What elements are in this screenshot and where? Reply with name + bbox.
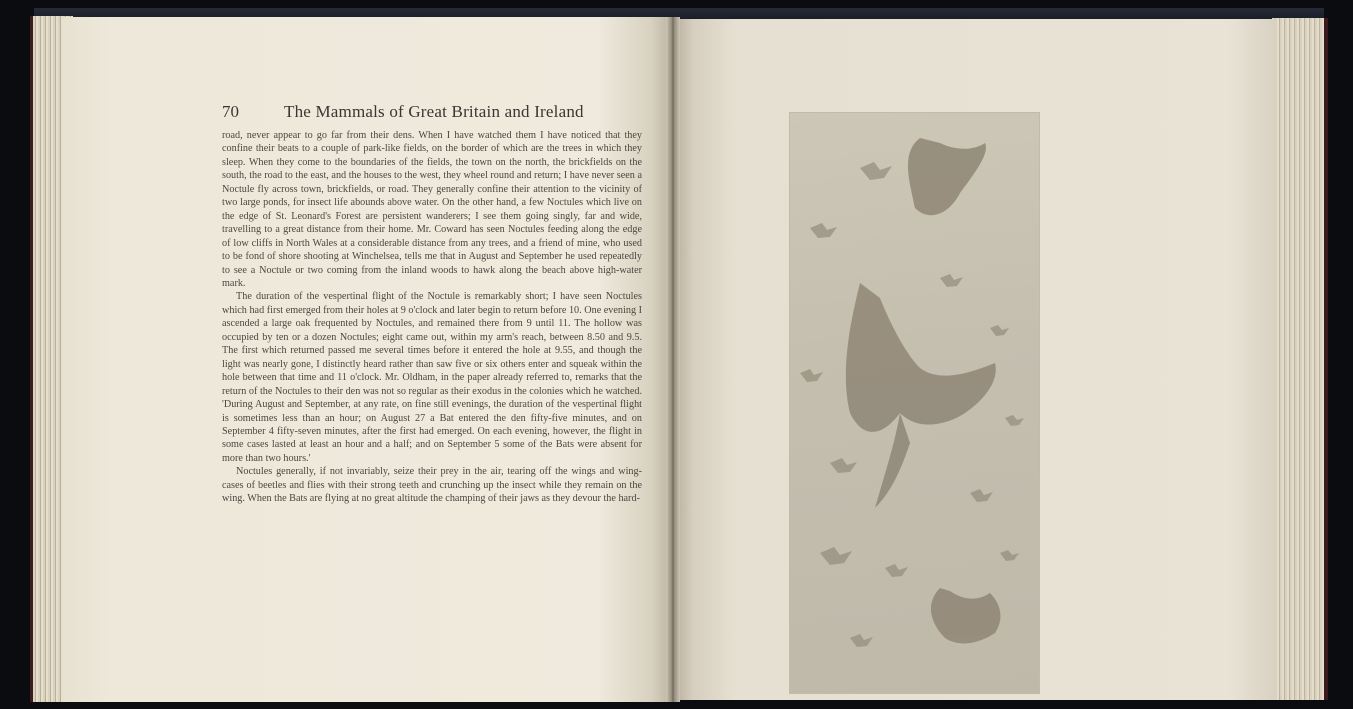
small-bat-3: [940, 274, 963, 287]
small-bat-9: [1000, 550, 1019, 561]
bat-plate-illustration: [790, 113, 1039, 693]
lower-bat-shape: [931, 588, 1001, 643]
small-bat-11: [1005, 415, 1024, 426]
right-page-edges: [1272, 18, 1328, 700]
large-bat-shape: [846, 283, 996, 432]
small-bat-1: [860, 162, 892, 180]
small-bat-7: [820, 547, 852, 565]
small-bat-6: [970, 489, 993, 502]
small-bat-4: [990, 325, 1009, 336]
paragraph-2: The duration of the vespertinal flight of the Noctule is remarkably short; I have seen Noctules which had first emerged from their holes at 9 o'clock and later begin to return before 10. One evening I ascended a large oak frequented by Noctules, and remained there from 9 until 11. The hollow was occupied by ten or a dozen Noctules; eight came out, within my arm's reach, between 8.50 and 9.5. The first which returned passed me several times before it entered the hole at 9.55, and though the light was nearly gone, I distinctly heard rather than saw five or six others enter and squeak within the hole between that time and 11 o'clock. Mr. Oldham, in the paper already referred to, remarks that the return of the Noctules to their den was not so regular as their exodus in the colonies which he watched. 'During August and September, at any rate, on fine still evenings, the duration of the vespertinal flight is sometimes less than an hour; on August 27 a Bat entered the den fifty-five minutes, and on September 4 fifty-seven minutes, after the first had emerged. On each evening, however, the flight in some cases lasted at least an hour and a half; and on September 5 some of the Bats were absent for more than two hours.': [222, 291, 642, 464]
small-bat-10: [850, 634, 873, 647]
small-bat-2: [810, 223, 837, 238]
book-gutter: [666, 17, 680, 702]
small-bat-12: [800, 369, 823, 382]
page-number: 70: [222, 102, 239, 121]
paragraph-1: road, never appear to go far from their dens. When I have watched them I have noticed that they confine their beats to a couple of park-like fields, on the border of which are the trees in which they sleep. When they come to the boundaries of the fields, the town on the north, the brickfields on the south, the road to the east, and the houses to the west, they wheel round and return; I have never seen a Noctule fly across town, brickfields, or road. They generally confine their attention to the vicinity of two large ponds, for insect life abounds above water. On the other hand, a few Noctules which live on the edge of St. Leonard's Forest are persistent wanderers; I see them going singly, far and wide, travelling to a great distance from their home. Mr. Coward has seen Noctules feeding along the edge of low cliffs in North Wales at a considerable distance from any trees, and a friend of mine, who used to be fond of shore shooting at Winchelsea, tells me that in August and September he used repeatedly to see a Noctule or two coming from the inland woods to hawk along the beach above high-water mark.: [222, 130, 642, 289]
page-header: [222, 102, 642, 124]
bats-illustration: [790, 113, 1039, 693]
body-text: [222, 129, 642, 506]
running-title: The Mammals of Great Britain and Ireland: [284, 102, 584, 121]
upper-bat-shape: [908, 138, 986, 215]
small-bat-5: [830, 458, 857, 473]
paragraph-3: Noctules generally, if not invariably, seize their prey in the air, tearing off the wings and wing-cases of beetles and flies with their strong teeth and crunching up the insect while they remain on the wing. When the Bats are flying at no great altitude the champing of their jaws as they devour the hard-: [222, 466, 642, 505]
small-bat-8: [885, 564, 908, 577]
